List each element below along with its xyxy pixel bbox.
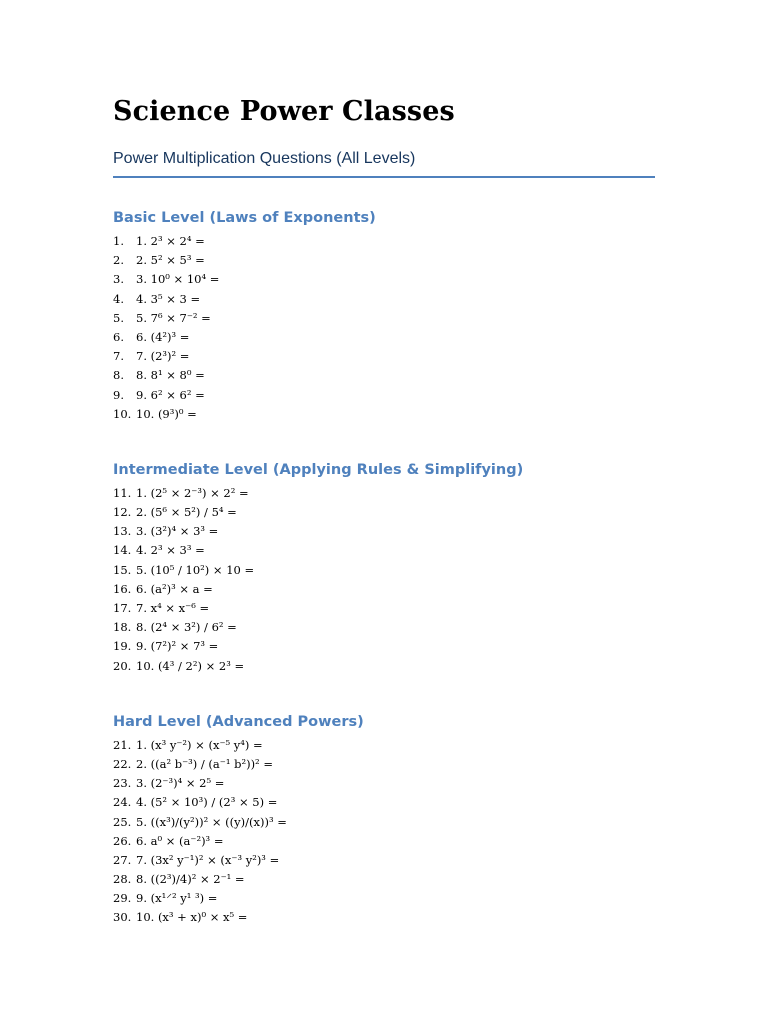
- question-list: [113, 232, 655, 424]
- question-text: 5. (10⁵ / 10²) × 10 =: [136, 562, 255, 577]
- question-text: 4. 3⁵ × 3 =: [136, 291, 201, 306]
- document-subtitle: Power Multiplication Questions (All Levels): [113, 148, 655, 178]
- question-text: 6. (4²)³ =: [136, 329, 190, 344]
- section-heading: Hard Level (Advanced Powers): [113, 713, 364, 730]
- question-text: 9. 6² × 6² =: [136, 387, 205, 402]
- question-number: 10.: [113, 406, 132, 421]
- question-text: 6. a⁰ × (a⁻²)³ =: [136, 833, 224, 848]
- section-heading: Basic Level (Laws of Exponents): [113, 210, 376, 226]
- question-text: 10. (9³)⁰ =: [136, 406, 197, 421]
- question-text: 1. 2³ × 2⁴ =: [136, 234, 205, 248]
- question-text: 7. (2³)² =: [136, 349, 190, 364]
- question-number: 17.: [113, 601, 132, 615]
- question-text: 2. ((a² b⁻³) / (a⁻¹ b²))² =: [136, 756, 273, 771]
- question-text: 7. x⁴ × x⁻⁶ =: [136, 601, 210, 615]
- question-item: [113, 736, 655, 755]
- question-number: 11.: [113, 485, 132, 500]
- question-text: 5. 7⁶ × 7⁻² =: [136, 310, 211, 325]
- question-number: 18.: [113, 620, 132, 635]
- question-number: 20.: [113, 658, 132, 673]
- question-item: [113, 889, 655, 908]
- question-text: 3. (2⁻³)⁴ × 2⁵ =: [136, 776, 225, 791]
- question-number: 1.: [113, 234, 124, 248]
- question-item: [113, 755, 655, 774]
- question-text: 10. (x³ + x)⁰ × x⁵ =: [136, 910, 248, 925]
- question-number: 23.: [113, 776, 132, 791]
- question-text: 9. (7²)² × 7³ =: [136, 639, 219, 654]
- question-number: 29.: [113, 891, 132, 906]
- question-item: [113, 813, 655, 832]
- question-item: [113, 405, 655, 424]
- question-item: [113, 386, 655, 405]
- question-number: 26.: [113, 833, 132, 848]
- question-item: [113, 290, 655, 309]
- question-number: 5.: [113, 310, 124, 325]
- question-number: 21.: [113, 737, 132, 752]
- question-item: [113, 832, 655, 851]
- question-number: 30.: [113, 910, 132, 925]
- question-item: [113, 366, 655, 385]
- question-number: 22.: [113, 756, 132, 771]
- question-text: 8. ((2³)/4)² × 2⁻¹ =: [136, 872, 245, 887]
- question-number: 3.: [113, 272, 124, 287]
- question-item: [113, 774, 655, 793]
- question-item: [113, 522, 655, 541]
- section-intermediate-level: [113, 460, 655, 676]
- question-item: [113, 347, 655, 366]
- document-page: [113, 92, 655, 928]
- section-hard-level: [113, 712, 655, 928]
- question-number: 28.: [113, 872, 132, 887]
- question-item: [113, 503, 655, 522]
- question-number: 12.: [113, 505, 132, 520]
- question-item: [113, 251, 655, 270]
- question-list: [113, 484, 655, 676]
- question-number: 7.: [113, 349, 124, 364]
- question-text: 3. 10⁰ × 10⁴ =: [136, 272, 220, 287]
- question-item: [113, 851, 655, 870]
- question-item: [113, 309, 655, 328]
- question-number: 13.: [113, 524, 132, 539]
- question-number: 8.: [113, 368, 124, 383]
- question-number: 9.: [113, 387, 124, 402]
- question-text: 7. (3x² y⁻¹)² × (x⁻³ y²)³ =: [136, 852, 280, 867]
- question-text: 8. 8¹ × 8⁰ =: [136, 368, 205, 383]
- question-item: [113, 580, 655, 599]
- question-text: 6. (a²)³ × a =: [136, 581, 213, 596]
- question-text: 1. (x³ y⁻²) × (x⁻⁵ y⁴) =: [136, 737, 263, 752]
- question-number: 24.: [113, 795, 132, 810]
- question-item: [113, 908, 655, 927]
- question-item: [113, 793, 655, 812]
- question-number: 16.: [113, 581, 132, 596]
- question-number: 4.: [113, 291, 124, 306]
- question-text: 3. (3²)⁴ × 3³ =: [136, 524, 219, 539]
- question-text: 9. (x¹⸍² y¹ ³) =: [136, 891, 218, 906]
- question-number: 14.: [113, 543, 132, 558]
- question-text: 10. (4³ / 2²) × 2³ =: [136, 658, 245, 673]
- question-item: [113, 618, 655, 637]
- question-item: [113, 561, 655, 580]
- question-list: [113, 736, 655, 928]
- section-basic-level: [113, 208, 655, 424]
- question-text: 8. (2⁴ × 3²) / 6² =: [136, 620, 237, 635]
- document-title: Science Power Classes: [113, 96, 455, 127]
- question-number: 25.: [113, 814, 132, 829]
- question-text: 4. (5² × 10³) / (2³ × 5) =: [136, 795, 278, 810]
- question-item: [113, 637, 655, 656]
- question-text: 4. 2³ × 3³ =: [136, 543, 205, 558]
- question-item: [113, 270, 655, 289]
- question-text: 2. (5⁶ × 5²) / 5⁴ =: [136, 505, 237, 520]
- question-number: 15.: [113, 562, 132, 577]
- question-item: [113, 484, 655, 503]
- question-number: 6.: [113, 329, 124, 344]
- question-number: 19.: [113, 639, 132, 654]
- question-number: 2.: [113, 253, 124, 268]
- question-item: [113, 657, 655, 676]
- question-text: 1. (2⁵ × 2⁻³) × 2² =: [136, 485, 249, 500]
- section-heading: Intermediate Level (Applying Rules & Simplifying): [113, 461, 524, 478]
- question-text: 2. 5² × 5³ =: [136, 253, 205, 268]
- question-item: [113, 599, 655, 618]
- question-item: [113, 328, 655, 347]
- question-number: 27.: [113, 852, 132, 867]
- question-item: [113, 870, 655, 889]
- question-text: 5. ((x³)/(y²))² × ((y)/(x))³ =: [136, 814, 287, 829]
- question-item: [113, 541, 655, 560]
- question-item: [113, 232, 655, 251]
